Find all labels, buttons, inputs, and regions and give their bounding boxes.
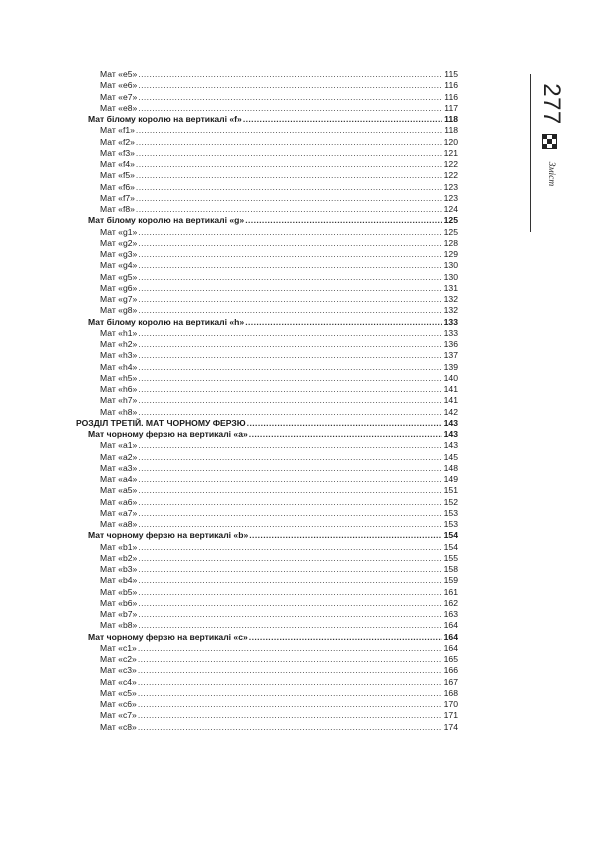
dot-leader: [245, 317, 442, 328]
toc-entry-page: 133: [443, 327, 458, 338]
toc-entry-title: Мат «b5»: [100, 586, 138, 597]
toc-entry-title: Мат «h4»: [100, 361, 138, 372]
toc-entry-page: 132: [443, 305, 458, 316]
dot-leader: [138, 463, 442, 474]
dot-leader: [138, 609, 442, 620]
toc-entry: [76, 227, 458, 238]
toc-entry-title: Мат «h7»: [100, 395, 138, 406]
toc-entry-page: 143: [443, 440, 458, 451]
toc-entry-page: 142: [443, 406, 458, 417]
toc-entry-page: 136: [443, 339, 458, 349]
dot-leader: [138, 497, 442, 508]
toc-entry: [76, 362, 458, 373]
toc-entry: [76, 339, 458, 350]
toc-entry-title: Мат «c5»: [100, 687, 137, 698]
toc-entry-page: 116: [444, 91, 458, 102]
dot-leader: [243, 114, 442, 125]
toc-entry: [76, 159, 458, 170]
toc-entry-title: Мат «a7»: [100, 507, 138, 518]
toc-entry-page: 141: [443, 384, 458, 394]
toc-entry-page: 164: [443, 642, 458, 653]
dot-leader: [138, 643, 442, 654]
toc-entry-title: Мат «g8»: [100, 305, 138, 316]
dot-leader: [138, 69, 442, 80]
dot-leader: [138, 305, 442, 316]
toc-entry-title: Мат «g4»: [100, 260, 138, 271]
toc-entry-page: 168: [443, 687, 458, 698]
toc-entry: [76, 260, 458, 271]
toc-entry-title: Мат «a8»: [100, 519, 138, 529]
dot-leader: [138, 665, 442, 676]
dot-leader: [138, 272, 442, 283]
dot-leader: [138, 384, 442, 395]
chessboard-icon: [542, 134, 557, 149]
toc-entry-title: Мат «c2»: [100, 654, 137, 664]
toc-entry-page: 117: [444, 102, 458, 113]
dot-leader: [136, 193, 442, 204]
dot-leader: [136, 159, 442, 170]
toc-entry: [76, 103, 458, 114]
toc-entry: [76, 519, 458, 530]
toc-entry-page: 159: [443, 575, 458, 586]
toc-entry-page: 139: [443, 361, 458, 372]
toc-entry-page: 122: [443, 170, 458, 181]
toc-entry-title: Мат «f3»: [100, 147, 135, 158]
toc-entry: [76, 170, 458, 181]
dot-leader: [138, 710, 442, 721]
toc-entry-title: Мат «c4»: [100, 676, 137, 687]
toc-entry-title: Мат «c3»: [100, 665, 137, 676]
toc-entry-title: Мат «g2»: [100, 237, 138, 248]
toc-entry-title: Мат чорному ферзю на вертикалі «a»: [88, 429, 248, 439]
toc-entry: [76, 125, 458, 136]
dot-leader: [138, 362, 442, 373]
toc-entry-title: Мат «e8»: [100, 102, 138, 113]
dot-leader: [138, 587, 442, 598]
dot-leader: [138, 564, 442, 575]
toc-entry: [76, 272, 458, 283]
dot-leader: [138, 103, 442, 114]
toc-entry-title: Мат «g1»: [100, 226, 138, 237]
page-number-text: 277: [538, 83, 566, 125]
toc-entry-page: 141: [443, 395, 458, 406]
toc-entry-page: 165: [443, 654, 458, 664]
toc-entry-page: 154: [443, 541, 458, 552]
toc-entry: [76, 92, 458, 103]
toc-entry: [76, 148, 458, 159]
toc-entry-title: Мат «f2»: [100, 136, 135, 147]
toc-subsection-heading: [76, 429, 458, 440]
toc-entry-page: 115: [444, 69, 458, 79]
toc-entry: [76, 699, 458, 710]
toc-entry-page: 149: [443, 474, 458, 484]
dot-leader: [136, 182, 442, 193]
dot-leader: [138, 699, 442, 710]
toc-subsection-heading: [76, 317, 458, 328]
toc-entry: [76, 688, 458, 699]
dot-leader: [138, 485, 442, 496]
toc-entry-title: Мат «f4»: [100, 159, 135, 169]
toc-entry-page: 118: [444, 125, 458, 136]
toc-entry-title: Мат «b6»: [100, 597, 138, 608]
toc-entry-page: 130: [443, 271, 458, 282]
toc-entry: [76, 598, 458, 609]
toc-entry-page: 140: [443, 372, 458, 383]
toc-entry-page: 120: [443, 136, 458, 147]
toc-entry: [76, 620, 458, 631]
toc-entry-title: Мат чорному ферзю на вертикалі «b»: [88, 530, 249, 541]
toc-entry-title: Мат «c8»: [100, 721, 137, 732]
dot-leader: [245, 215, 442, 226]
dot-leader: [138, 395, 442, 406]
toc-entry: [76, 69, 458, 80]
toc-entry-page: 164: [443, 620, 458, 631]
toc-entry: [76, 508, 458, 519]
toc-entry: [76, 249, 458, 260]
toc-entry-title: Мат білому королю на вертикалі «f»: [88, 114, 242, 124]
toc-entry: [76, 463, 458, 474]
toc-entry-page: 122: [443, 159, 458, 169]
toc-entry-title: Мат «g6»: [100, 282, 138, 293]
toc-entry-page: 155: [443, 552, 458, 563]
running-head: [537, 156, 565, 192]
toc-entry-page: 174: [443, 721, 458, 732]
toc-entry: [76, 609, 458, 620]
dot-leader: [138, 519, 442, 530]
toc-entry-page: 158: [443, 564, 458, 574]
toc-entry-title: Мат «c6»: [100, 699, 137, 709]
dot-leader: [136, 204, 442, 215]
toc-entry-title: Мат білому королю на вертикалі «g»: [88, 215, 245, 226]
dot-leader: [138, 227, 442, 238]
toc-entry: [76, 384, 458, 395]
toc-chapter-heading: [76, 418, 458, 429]
toc-entry-page: 121: [443, 147, 458, 158]
toc-entry-title: Мат «b7»: [100, 609, 138, 619]
dot-leader: [138, 80, 442, 91]
toc-entry: [76, 677, 458, 688]
dot-leader: [138, 542, 442, 553]
toc-entry: [76, 350, 458, 361]
toc-entry-page: 153: [443, 507, 458, 518]
dot-leader: [138, 688, 442, 699]
toc-entry: [76, 497, 458, 508]
toc-entry-title: Мат «h1»: [100, 327, 138, 338]
toc-entry-title: Мат «e5»: [100, 69, 138, 79]
toc-entry-title: Мат «g5»: [100, 271, 138, 282]
dot-leader: [136, 170, 442, 181]
toc-entry-page: 148: [443, 462, 458, 473]
toc-entry-title: Мат «h2»: [100, 339, 138, 349]
toc-entry-page: 132: [443, 294, 458, 304]
toc-entry-page: 170: [443, 699, 458, 709]
toc-entry-title: Мат «g7»: [100, 294, 138, 304]
toc-entry-title: Мат «h6»: [100, 384, 138, 394]
toc-entry: [76, 440, 458, 451]
toc-entry-page: 125: [443, 215, 458, 226]
toc-entry-page: 128: [443, 237, 458, 248]
toc-entry-page: 131: [443, 282, 458, 293]
toc-entry-title: Мат «f7»: [100, 192, 135, 203]
toc-entry-page: 129: [443, 249, 458, 259]
toc-entry: [76, 542, 458, 553]
toc-entry-title: Мат «c7»: [100, 710, 137, 721]
dot-leader: [138, 92, 442, 103]
dot-leader: [138, 238, 442, 249]
margin-rule: [530, 74, 531, 232]
dot-leader: [138, 249, 442, 260]
running-head-text: Зміст: [545, 161, 556, 187]
toc-subsection-heading: [76, 215, 458, 226]
toc-entry: [76, 485, 458, 496]
toc-entry-page: 143: [443, 417, 458, 428]
toc-entry: [76, 587, 458, 598]
toc-entry-page: 143: [443, 429, 458, 439]
toc-entry-title: Мат «a5»: [100, 485, 138, 496]
page-number: [537, 76, 565, 132]
toc-entry-page: 124: [443, 204, 458, 214]
toc-entry: [76, 294, 458, 305]
toc-entry: [76, 452, 458, 463]
toc-entry: [76, 474, 458, 485]
toc-entry-page: 152: [443, 496, 458, 507]
toc-entry-page: 123: [443, 192, 458, 203]
toc-entry: [76, 80, 458, 91]
dot-leader: [138, 677, 442, 688]
toc-entry-title: Мат «c1»: [100, 642, 137, 653]
dot-leader: [138, 373, 442, 384]
toc-entry: [76, 564, 458, 575]
toc-entry-title: Мат «b3»: [100, 564, 138, 574]
toc-entry: [76, 575, 458, 586]
toc-entry-page: 118: [444, 114, 458, 124]
toc-entry-title: Мат «f6»: [100, 181, 135, 192]
dot-leader: [138, 452, 442, 463]
dot-leader: [138, 620, 442, 631]
toc-entry-title: Мат «a6»: [100, 496, 138, 507]
dot-leader: [138, 474, 442, 485]
toc-entry-title: Мат «e6»: [100, 80, 138, 91]
toc-entry-page: 164: [443, 631, 458, 642]
toc-entry-page: 151: [443, 485, 458, 496]
dot-leader: [138, 598, 442, 609]
dot-leader: [138, 294, 442, 305]
toc-entry-title: Мат «a4»: [100, 474, 138, 484]
toc-entry-title: Мат «a3»: [100, 462, 138, 473]
toc-entry-title: Мат «h5»: [100, 372, 138, 383]
toc-entry: [76, 710, 458, 721]
toc-entry: [76, 193, 458, 204]
toc-entry-page: 171: [443, 710, 458, 721]
dot-leader: [138, 722, 442, 733]
dot-leader: [136, 148, 442, 159]
toc-entry: [76, 373, 458, 384]
toc-entry-title: РОЗДІЛ ТРЕТІЙ. МАТ ЧОРНОМУ ФЕРЗЮ: [76, 417, 246, 428]
toc-entry-title: Мат білому королю на вертикалі «h»: [88, 316, 245, 327]
toc-entry-title: Мат «f5»: [100, 170, 135, 181]
dot-leader: [138, 508, 442, 519]
toc-entry-title: Мат «h8»: [100, 406, 138, 417]
table-of-contents: [76, 69, 458, 733]
dot-leader: [138, 283, 442, 294]
toc-entry-page: 167: [443, 676, 458, 687]
toc-entry: [76, 665, 458, 676]
toc-entry-page: 133: [443, 316, 458, 327]
toc-subsection-heading: [76, 530, 458, 541]
dot-leader: [136, 125, 442, 136]
dot-leader: [138, 260, 442, 271]
toc-entry: [76, 328, 458, 339]
dot-leader: [249, 530, 442, 541]
toc-entry: [76, 283, 458, 294]
toc-entry-page: 116: [444, 80, 458, 91]
toc-entry-page: 163: [443, 609, 458, 619]
toc-entry: [76, 182, 458, 193]
dot-leader: [138, 553, 442, 564]
toc-entry-title: Мат «b2»: [100, 552, 138, 563]
toc-entry-page: 130: [443, 260, 458, 271]
toc-entry-title: Мат «e7»: [100, 91, 138, 102]
toc-entry: [76, 395, 458, 406]
toc-entry-page: 137: [443, 350, 458, 361]
toc-entry-title: Мат «b1»: [100, 541, 138, 552]
toc-entry-title: Мат «a2»: [100, 451, 138, 462]
dot-leader: [249, 632, 442, 643]
toc-entry-title: Мат «f8»: [100, 204, 135, 214]
toc-subsection-heading: [76, 114, 458, 125]
toc-entry-title: Мат чорному ферзю на вертикалі «c»: [88, 631, 248, 642]
toc-entry-title: Мат «h3»: [100, 350, 138, 361]
toc-entry-page: 153: [443, 519, 458, 529]
toc-entry: [76, 137, 458, 148]
toc-entry: [76, 643, 458, 654]
toc-entry-page: 154: [443, 530, 458, 541]
toc-entry-title: Мат «a1»: [100, 440, 138, 451]
toc-entry: [76, 654, 458, 665]
toc-entry-title: Мат «g3»: [100, 249, 138, 259]
dot-leader: [249, 429, 442, 440]
toc-entry-page: 123: [443, 181, 458, 192]
dot-leader: [138, 350, 442, 361]
toc-entry-page: 166: [443, 665, 458, 676]
toc-entry: [76, 553, 458, 564]
toc-entry: [76, 305, 458, 316]
dot-leader: [136, 137, 442, 148]
toc-entry-page: 145: [443, 451, 458, 462]
toc-entry-page: 162: [443, 597, 458, 608]
toc-entry-title: Мат «f1»: [100, 125, 135, 136]
dot-leader: [138, 339, 442, 350]
toc-entry: [76, 407, 458, 418]
toc-entry-page: 161: [443, 586, 458, 597]
toc-entry: [76, 238, 458, 249]
dot-leader: [138, 575, 442, 586]
dot-leader: [138, 654, 442, 665]
toc-subsection-heading: [76, 632, 458, 643]
toc-entry-title: Мат «b8»: [100, 620, 138, 631]
dot-leader: [138, 440, 442, 451]
toc-entry-title: Мат «b4»: [100, 575, 138, 586]
dot-leader: [138, 407, 442, 418]
dot-leader: [138, 328, 442, 339]
toc-entry: [76, 722, 458, 733]
toc-entry: [76, 204, 458, 215]
dot-leader: [247, 418, 442, 429]
toc-entry-page: 125: [443, 226, 458, 237]
